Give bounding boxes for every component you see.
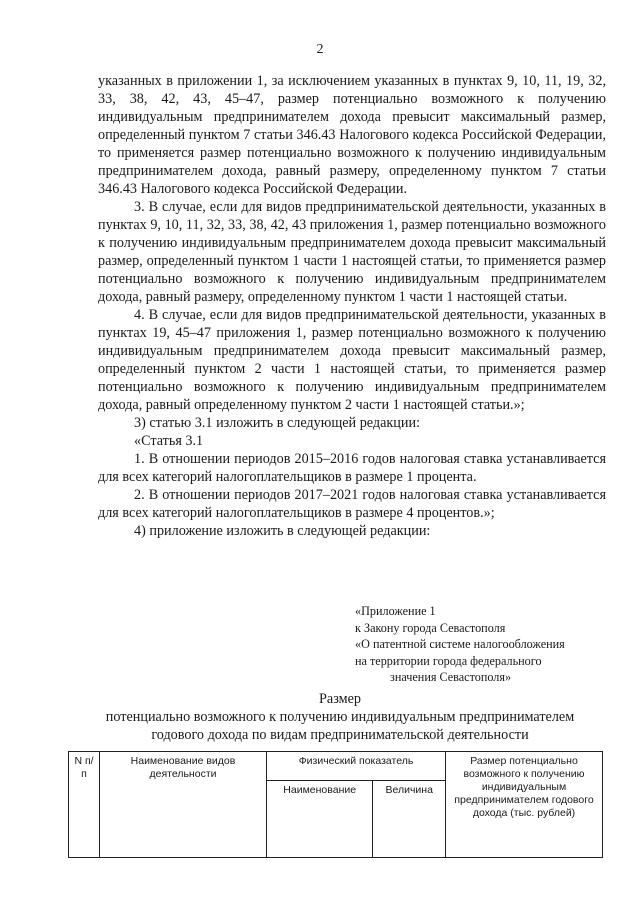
header-income: Размер потенциально возможного к получению индивидуальным предпринимателем годового дохода (тыс. рублей) <box>446 752 603 858</box>
title-line: Размер <box>319 691 361 707</box>
annex-line: на территории города федерального <box>355 653 542 668</box>
header-activity: Наименование видов деятельности <box>100 752 267 858</box>
annex-line: «О патентной системе налогообложения <box>355 637 565 651</box>
paragraph-rate-1: 1. В отношении периодов 2015–2016 годов налоговая ставка устанавливается для всех категорий налогоплательщиков в размере 1 процента. <box>98 451 606 485</box>
header-phys-value: Величина <box>373 781 446 858</box>
paragraph-rate-2: 2. В отношении периодов 2017–2021 годов налоговая ставка устанавливается для всех категорий налогоплательщиков в размере 4 процентов.»; <box>98 487 606 521</box>
paragraph-amend-3: 3) статью 3.1 изложить в следующей редакции: <box>134 415 421 431</box>
paragraph-item-3: 3. В случае, если для видов предпринимательской деятельности, указанных в пунктах 9, 10, 11, 32, 33, 38, 42, 43 приложения 1, размер потенциально возможного к получению индивидуальным предпринимателем дохода превысит максимальный размер, определенный пунктом 1 части 1 настоящей статьи, то применяется размер потенциально возможного к получению индивидуальным предпринимателем дохода, равный размеру, определенному пунктом 1 части 1 настоящей статьи. <box>98 199 606 305</box>
header-phys-name: Наименование <box>267 781 373 858</box>
title-line: годового дохода по видам предпринимательской деятельности <box>151 727 529 743</box>
title-line: потенциально возможного к получению индивидуальным предпринимателем <box>105 709 575 725</box>
annex-line: к Закону города Севастополя <box>355 620 506 635</box>
paragraph-amend-4: 4) приложение изложить в следующей редакции: <box>134 523 431 539</box>
table-header-row <box>69 752 603 781</box>
page-number: 2 <box>316 42 324 57</box>
paragraph-item-4: 4. В случае, если для видов предпринимательской деятельности, указанных в пунктах 19, 45–47 приложения 1, размер потенциально возможного к получению индивидуальным предпринимателем дохода превысит максимальный размер, определенный пунктом 2 части 1 настоящей статьи, то применяется размер потенциально возможного к получению индивидуальным предпринимателем дохода, равный определенному пунктом 2 части 1 настоящей статьи.»; <box>98 307 606 413</box>
document-body <box>98 72 606 540</box>
annex-line: «Приложение 1 <box>355 604 436 618</box>
article-heading: «Статья 3.1 <box>134 433 204 449</box>
income-table <box>68 751 603 858</box>
header-physical: Физический показатель <box>267 752 446 781</box>
header-number: N п/п <box>69 752 100 858</box>
annex-header <box>355 603 605 686</box>
paragraph-continuation: указанных в приложении 1, за исключением указанных в пунктах 9, 10, 11, 19, 32, 33, 38, 42, 43, 45–47, размер потенциально возможного к получению индивидуальным предпринимателем дохода превысит максимальный размер, определенный пунктом 7 статьи 346.43 Налогового кодекса Российской Федерации, то применяется размер потенциально возможного к получению индивидуальным предпринимателем дохода, равный размеру, определенному пунктом 7 статьи 346.43 Налогового кодекса Российской Федерации. <box>98 73 606 197</box>
annex-line: значения Севастополя» <box>390 670 512 684</box>
section-title <box>60 690 620 744</box>
